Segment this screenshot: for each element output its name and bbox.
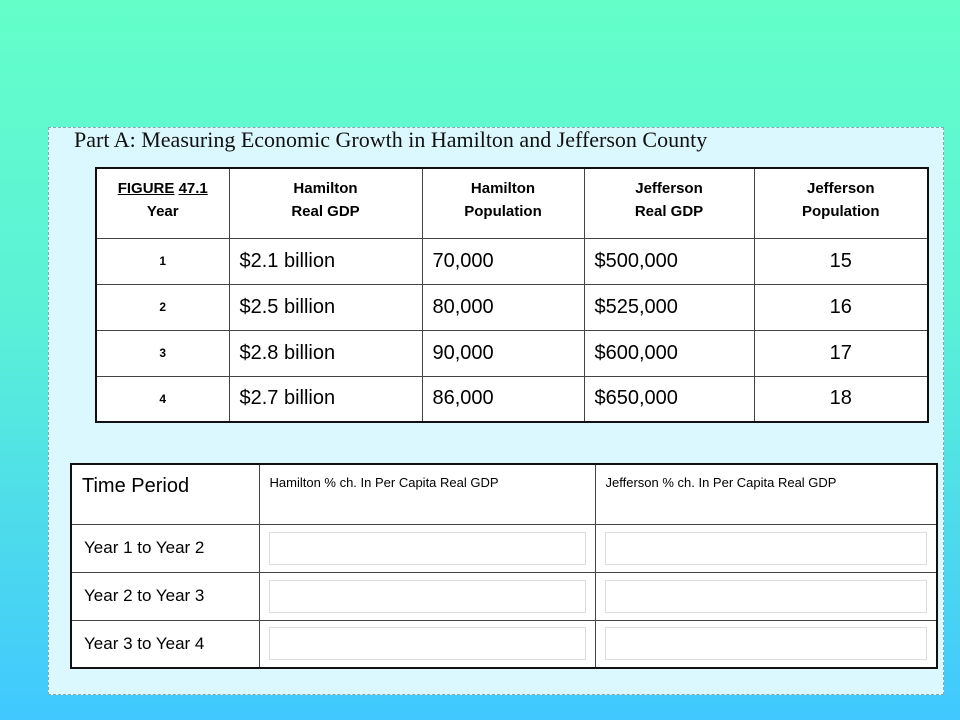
period-cell: Year 1 to Year 2 — [71, 524, 259, 572]
answer-blank[interactable] — [269, 580, 586, 613]
answer-blank[interactable] — [269, 627, 586, 660]
jefferson-pop-cell: 16 — [754, 284, 928, 330]
figure-number: 47.1 — [178, 180, 208, 197]
header-jefferson-pop-line1: Jefferson — [806, 180, 875, 197]
figure-table — [95, 167, 929, 423]
header-jefferson-gdp — [584, 168, 754, 238]
header-hamilton-change: Hamilton % ch. In Per Capita Real GDP — [259, 464, 595, 524]
hamilton-gdp-cell: $2.5 billion — [229, 284, 422, 330]
jefferson-pop-cell: 17 — [754, 330, 928, 376]
header-year — [96, 168, 229, 238]
hamilton-gdp-cell: $2.8 billion — [229, 330, 422, 376]
answer-blank[interactable] — [605, 580, 928, 613]
table-row — [96, 238, 928, 284]
header-jefferson-change: Jefferson % ch. In Per Capita Real GDP — [595, 464, 937, 524]
hamilton-pop-cell: 80,000 — [422, 284, 584, 330]
hamilton-pop-cell: 90,000 — [422, 330, 584, 376]
year-cell: 4 — [96, 376, 229, 422]
header-jefferson-pop-line2: Population — [802, 203, 880, 220]
header-hamilton-pop — [422, 168, 584, 238]
hamilton-answer-cell[interactable] — [259, 620, 595, 668]
answer-blank[interactable] — [605, 532, 928, 565]
header-hamilton-gdp — [229, 168, 422, 238]
jefferson-gdp-cell: $500,000 — [584, 238, 754, 284]
hamilton-answer-cell[interactable] — [259, 524, 595, 572]
growth-table-header — [71, 464, 937, 524]
table-row — [96, 376, 928, 422]
header-jefferson-pop — [754, 168, 928, 238]
table-row — [71, 620, 937, 668]
jefferson-pop-cell: 18 — [754, 376, 928, 422]
hamilton-pop-cell: 86,000 — [422, 376, 584, 422]
header-hamilton-pop-line1: Hamilton — [470, 180, 536, 197]
jefferson-answer-cell[interactable] — [595, 572, 937, 620]
header-hamilton-pop-line2: Population — [464, 203, 542, 220]
header-hamilton-gdp-line1: Hamilton — [293, 180, 358, 197]
jefferson-gdp-cell: $650,000 — [584, 376, 754, 422]
header-year-label: Year — [146, 203, 179, 220]
year-cell: 3 — [96, 330, 229, 376]
figure-label: FIGURE — [117, 180, 175, 197]
hamilton-gdp-cell: $2.7 billion — [229, 376, 422, 422]
answer-blank[interactable] — [269, 532, 586, 565]
table-row — [96, 284, 928, 330]
jefferson-gdp-cell: $600,000 — [584, 330, 754, 376]
hamilton-pop-cell: 70,000 — [422, 238, 584, 284]
header-jefferson-gdp-line2: Real GDP — [634, 203, 704, 220]
jefferson-answer-cell[interactable] — [595, 620, 937, 668]
table-row — [96, 330, 928, 376]
answer-blank[interactable] — [605, 627, 928, 660]
hamilton-answer-cell[interactable] — [259, 572, 595, 620]
jefferson-answer-cell[interactable] — [595, 524, 937, 572]
figure-table-header — [96, 168, 928, 238]
table-row — [71, 524, 937, 572]
header-time-period: Time Period — [71, 464, 259, 524]
growth-table — [70, 463, 938, 669]
hamilton-gdp-cell: $2.1 billion — [229, 238, 422, 284]
year-cell: 1 — [96, 238, 229, 284]
period-cell: Year 3 to Year 4 — [71, 620, 259, 668]
header-hamilton-gdp-line2: Real GDP — [291, 203, 360, 220]
jefferson-gdp-cell: $525,000 — [584, 284, 754, 330]
period-cell: Year 2 to Year 3 — [71, 572, 259, 620]
year-cell: 2 — [96, 284, 229, 330]
page-title: Part A: Measuring Economic Growth in Hamilton and Jefferson County — [74, 127, 708, 152]
header-jefferson-gdp-line1: Jefferson — [635, 180, 703, 197]
table-row — [71, 572, 937, 620]
jefferson-pop-cell: 15 — [754, 238, 928, 284]
